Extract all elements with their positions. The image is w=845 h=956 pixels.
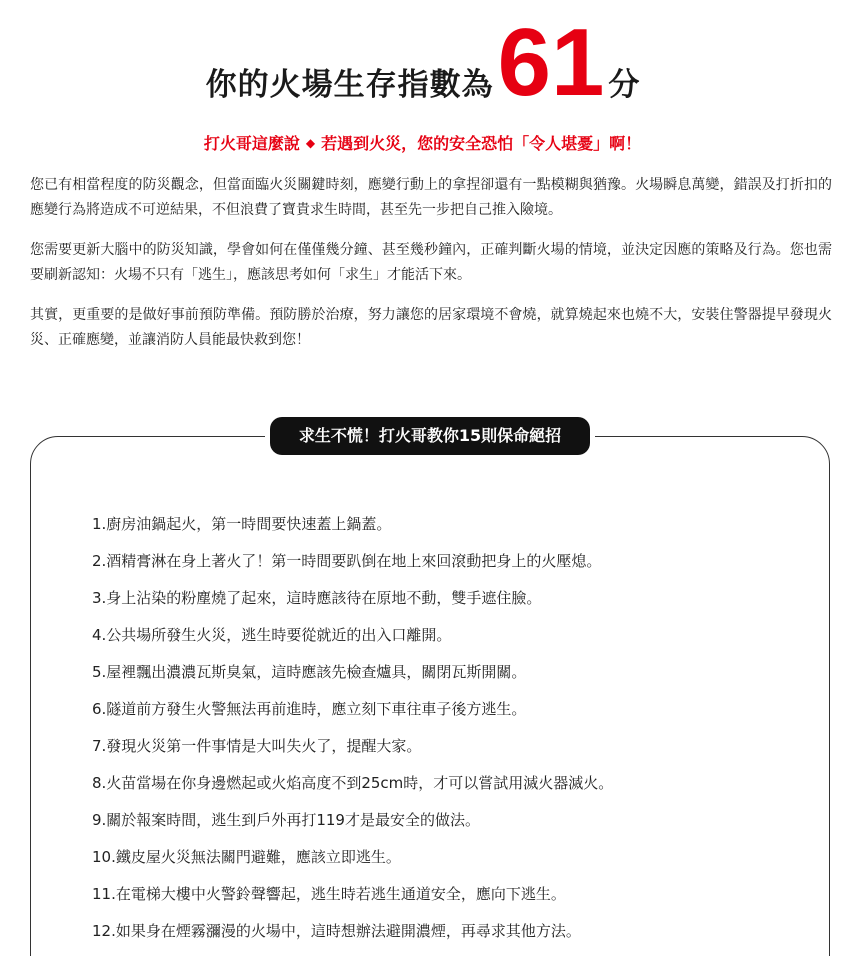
result-subtitle: [0, 131, 845, 154]
result-description: [30, 173, 832, 368]
tip-item: 6.隧道前方發生火警無法再前進時，應立刻下車往車子後方逃生。: [92, 700, 527, 718]
tip-item: 11.在電梯大樓中火警鈴聲響起，逃生時若逃生通道安全，應向下逃生。: [92, 885, 566, 903]
result-title: [0, 9, 845, 116]
tip-item: 8.火苗當場在你身邊燃起或火焰高度不到25cm時，才可以嘗試用滅火器滅火。: [92, 774, 614, 792]
tip-item: 3.身上沾染的粉塵燒了起來，這時應該待在原地不動，雙手遮住臉。: [92, 589, 542, 607]
tip-item: 9.關於報案時間，逃生到戶外再打119才是最安全的做法。: [92, 811, 480, 829]
description-paragraph: 您需要更新大腦中的防災知識，學會如何在僅僅幾分鐘、甚至幾秒鐘內，正確判斷火場的情境，並決定因應的策略及行為。您也需要刷新認知：火場不只有「逃生」，應該思考如何「求生」才能活下來。: [30, 242, 832, 283]
tip-item: 5.屋裡飄出濃濃瓦斯臭氣，這時應該先檢查爐具，關閉瓦斯開關。: [92, 663, 527, 681]
tip-item: 4.公共場所發生火災，逃生時要從就近的出入口離開。: [92, 626, 452, 644]
description-paragraph: 其實，更重要的是做好事前預防準備。預防勝於治療，努力讓您的居家環境不會燒，就算燒起來也燒不大，安裝住警器提早發現火災、正確應變，並讓消防人員能最快救到您！: [30, 307, 832, 348]
tip-item: 7.發現火災第一件事情是大叫失火了，提醒大家。: [92, 737, 422, 755]
diamond-icon: ◆: [305, 136, 316, 150]
tip-item: 2.酒精膏淋在身上著火了！第一時間要趴倒在地上來回滾動把身上的火壓熄。: [92, 552, 602, 570]
title-prefix: 你的火場生存指數為: [205, 67, 494, 103]
tips-list: [92, 506, 812, 950]
tips-section-title: 求生不慌！打火哥教你15則保命絕招: [270, 417, 590, 455]
score-value: 61: [497, 9, 605, 116]
tip-item: 12.如果身在煙霧瀰漫的火場中，這時想辦法避開濃煙，再尋求其他方法。: [92, 922, 581, 940]
description-paragraph: 您已有相當程度的防災觀念，但當面臨火災關鍵時刻，應變行動上的拿捏卻還有一點模糊與猶豫。火場瞬息萬變，錯誤及打折扣的應變行為將造成不可逆結果，不但浪費了寶貴求生時間，甚至先一步把自己推入險境。: [30, 177, 832, 218]
title-suffix: 分: [608, 67, 640, 103]
subtitle-message: 若遇到火災，您的安全恐怕「令人堪憂」啊！: [321, 134, 642, 153]
subtitle-speaker: 打火哥這麼說: [203, 134, 300, 153]
tip-item: 1.廚房油鍋起火，第一時間要快速蓋上鍋蓋。: [92, 515, 392, 533]
tip-item: 10.鐵皮屋火災無法關門避難，應該立即逃生。: [92, 848, 401, 866]
